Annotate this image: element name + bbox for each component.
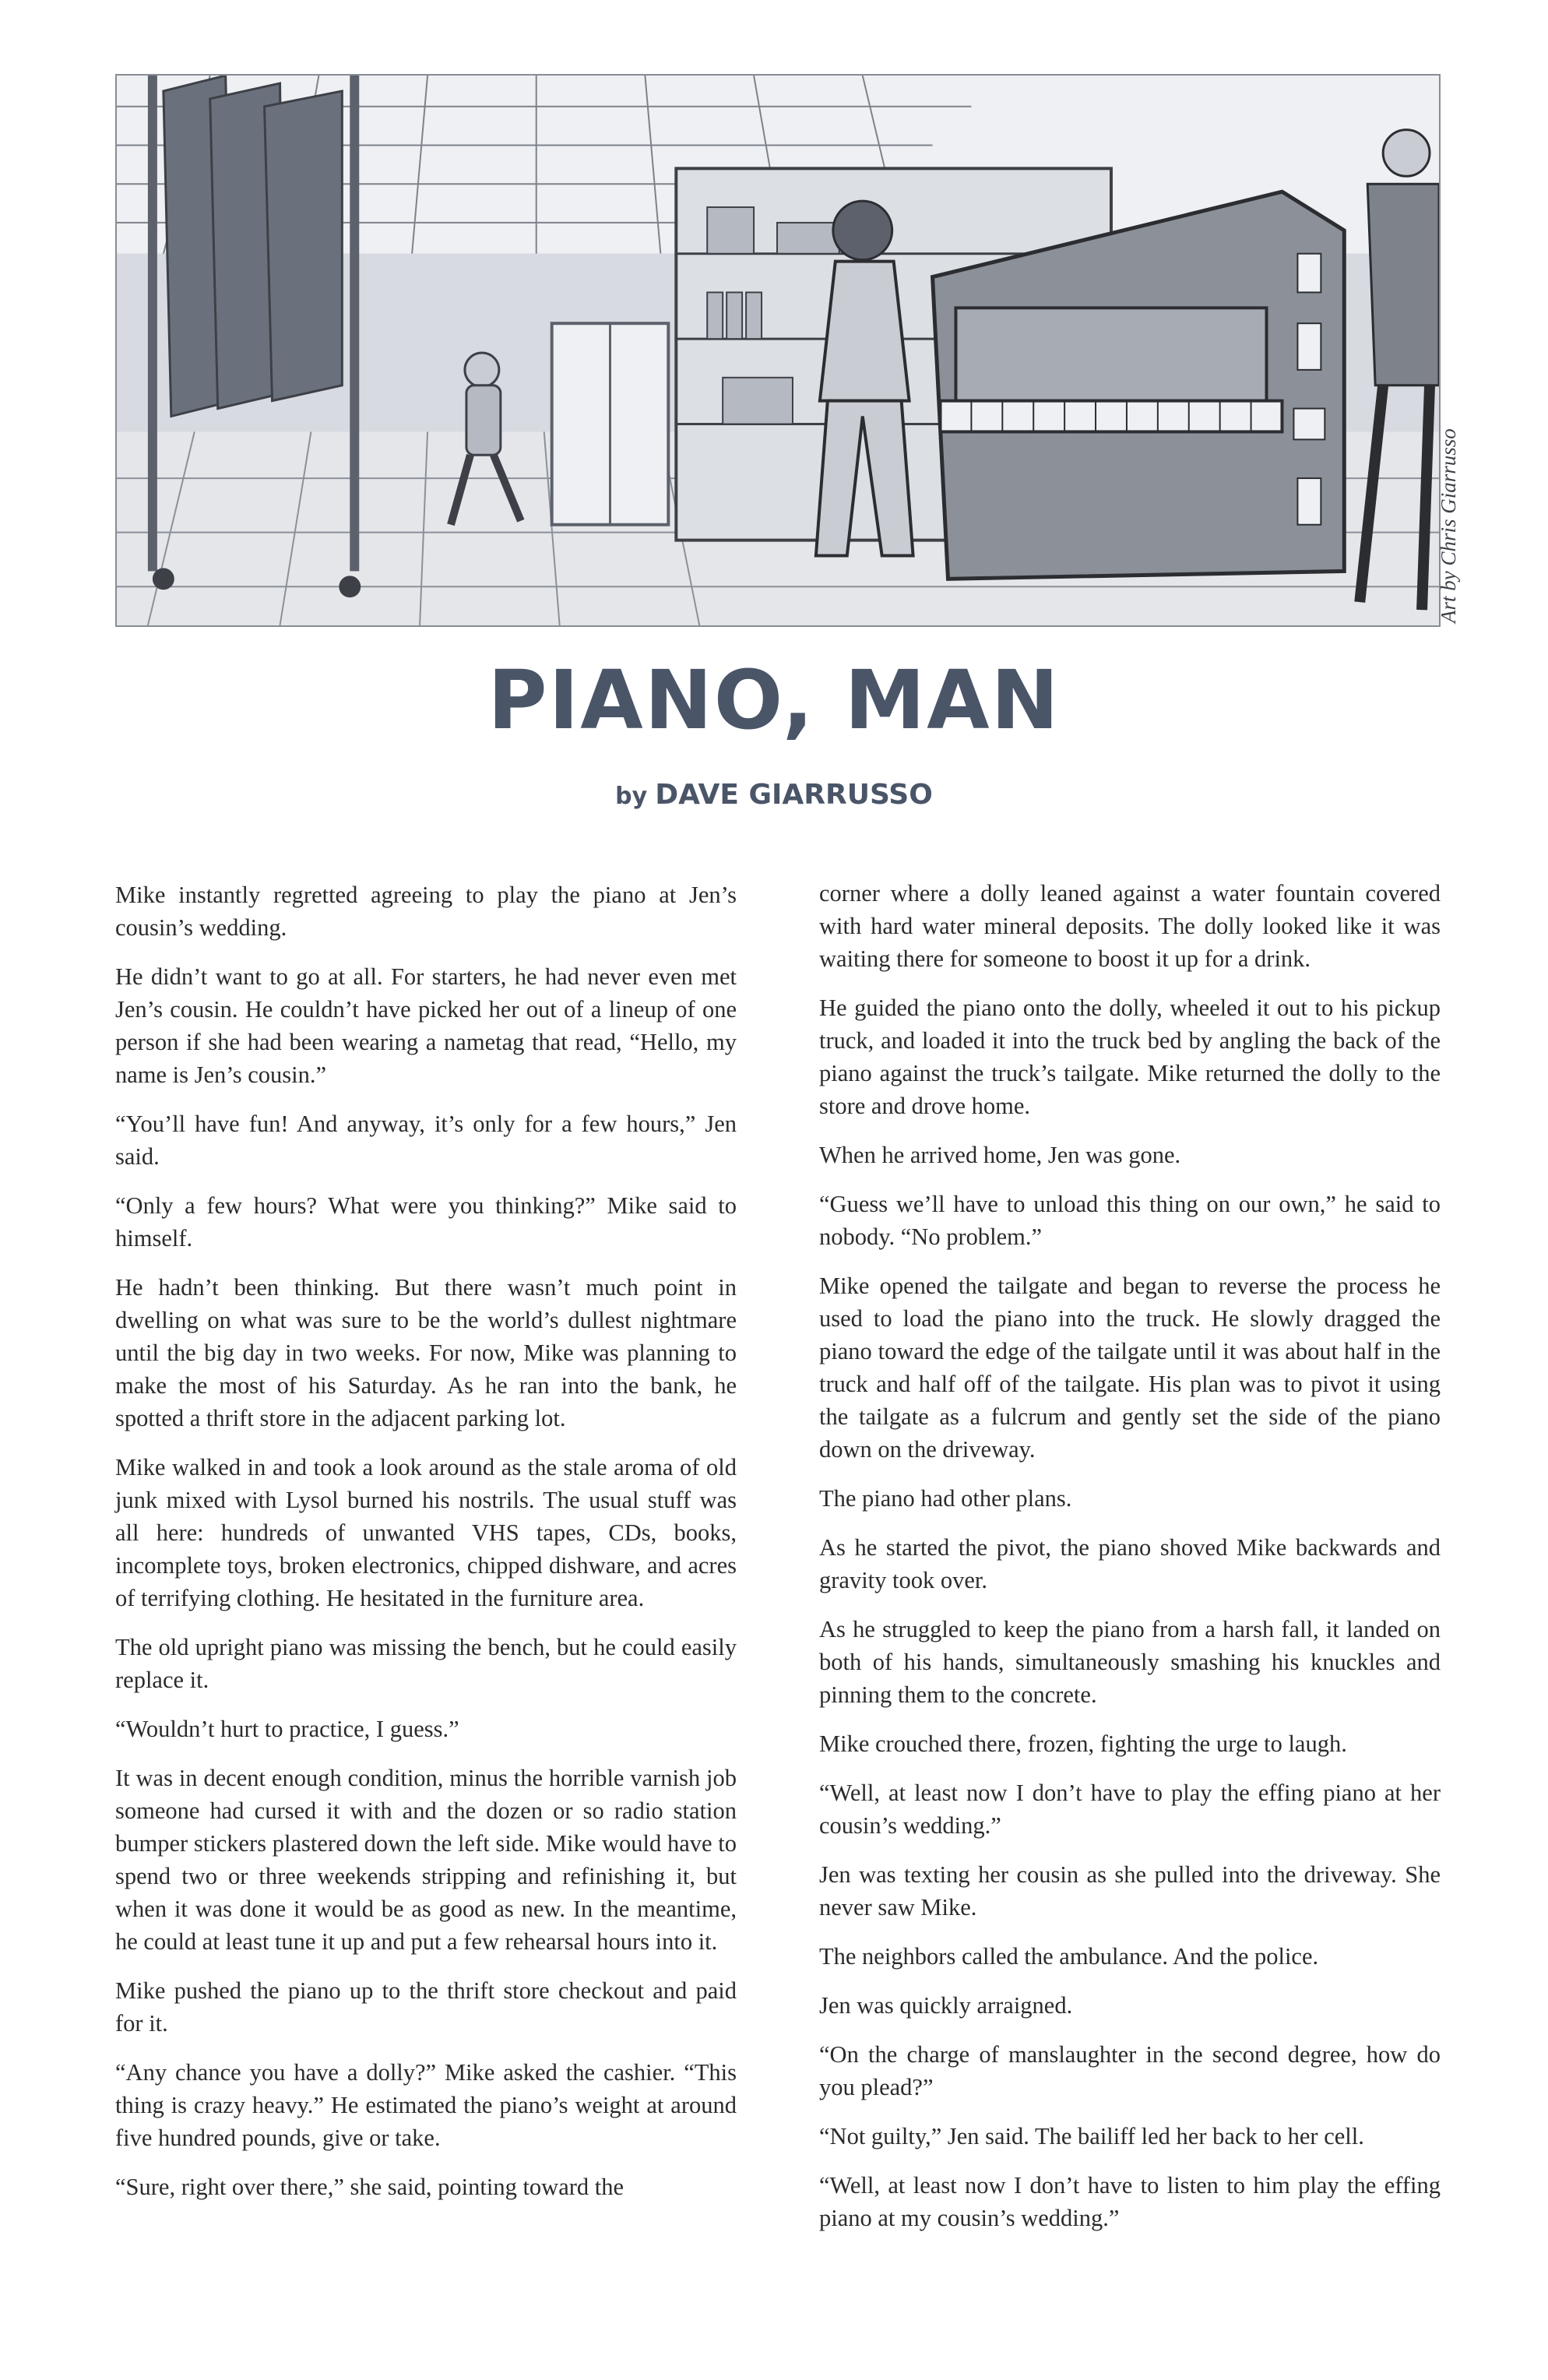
paragraph: Mike walked in and took a look around as the stale aroma of old junk mixed with Lysol burned his nostrils. The usual stuff was all here: hundreds of unwanted VHS tapes, CDs, books, incomplete toys, broken electronics, chipped dishware, and acres of terrifying clothing. He hesitated in the furniture area. (115, 1454, 737, 1611)
paragraph: “You’ll have fun! And anyway, it’s only for a few hours,” Jen said. (115, 1111, 737, 1170)
paragraph: corner where a dolly leaned against a water fountain covered with hard water mineral deposits. The dolly looked like it was waiting there for someone to boost it up for a drink. (819, 880, 1441, 972)
author-name: DAVE GIARRUSSO (655, 779, 933, 811)
paragraph: “Wouldn’t hurt to practice, I guess.” (115, 1716, 459, 1742)
illustration-credit: Art by Chris Giarrusso (1437, 428, 1460, 623)
paragraph: Mike pushed the piano up to the thrift store checkout and paid for it. (115, 1977, 737, 2037)
byline (0, 779, 1548, 811)
paragraph: As he started the pivot, the piano shoved Mike backwards and gravity took over. (819, 1534, 1441, 1593)
paragraph: Jen was texting her cousin as she pulled into the driveway. She never saw Mike. (819, 1861, 1441, 1921)
paragraph: He guided the piano onto the dolly, wheeled it out to his pickup truck, and loaded it into the truck bed by angling the back of the piano against the truck’s tailgate. Mike returned the dolly to the store and drove home. (819, 995, 1441, 1119)
paragraph: “Guess we’ll have to unload this thing on our own,” he said to nobody. “No problem.” (819, 1191, 1441, 1250)
paragraph: Mike instantly regretted agreeing to play the piano at Jen’s cousin’s wedding. (115, 882, 737, 941)
byline-prefix: by (615, 783, 648, 810)
paragraph: When he arrived home, Jen was gone. (819, 1142, 1181, 1168)
paragraph: It was in decent enough condition, minus the horrible varnish job someone had cursed it with and the dozen or so radio station bumper stickers plastered down the left side. Mike would have to spend two or three weekends stripping and refinishing it, but when it was done it would be as good as new. In the meantime, he could at least tune it up and put a few rehearsal hours into it. (115, 1765, 737, 1955)
paragraph: “Well, at least now I don’t have to listen to him play the effing piano at my cousin’s wedding.” (819, 2172, 1441, 2231)
paragraph: He didn’t want to go at all. For starters, he had never even met Jen’s cousin. He couldn’t have picked her out of a lineup of one person if she had been wearing a nametag that read, “Hello, my name is Jen’s cousin.” (115, 963, 737, 1088)
paragraph: He hadn’t been thinking. But there wasn’t much point in dwelling on what was sure to be the world’s dullest nightmare until the big day in two weeks. For now, Mike was planning to make the most of his Saturday. As he ran into the bank, he spotted a thrift store in the adjacent parking lot. (115, 1274, 737, 1431)
paragraph: “Not guilty,” Jen said. The bailiff led her back to her cell. (819, 2123, 1364, 2149)
paragraph: “Only a few hours? What were you thinking?” Mike said to himself. (115, 1192, 737, 1252)
story-column-left (115, 878, 737, 2220)
story-illustration (115, 74, 1441, 627)
paragraph: “On the charge of manslaughter in the second degree, how do you plead?” (819, 2041, 1441, 2100)
paragraph: Mike opened the tailgate and began to reverse the process he used to load the piano into the truck. He slowly dragged the piano toward the edge of the tailgate until it was about half in the truck and half off of the tailgate. His plan was to pivot it using the tailgate as a fulcrum and gently set the side of the piano down on the driveway. (819, 1273, 1441, 1463)
story-title: PIANO, MAN (487, 653, 1061, 748)
thrift-store-scene (117, 76, 1439, 625)
paragraph: “Any chance you have a dolly?” Mike asked the cashier. “This thing is crazy heavy.” He estimated the piano’s weight at around five hundred pounds, give or take. (115, 2059, 737, 2151)
paragraph: “Well, at least now I don’t have to play the effing piano at her cousin’s wedding.” (819, 1780, 1441, 1839)
paragraph: “Sure, right over there,” she said, pointing toward the (115, 2174, 624, 2200)
story-column-right (819, 877, 1441, 2251)
paragraph: Mike crouched there, frozen, fighting the urge to laugh. (819, 1730, 1347, 1757)
paragraph: As he struggled to keep the piano from a harsh fall, it landed on both of his hands, simultaneously smashing his knuckles and pinning them to the concrete. (819, 1616, 1441, 1708)
paragraph: Jen was quickly arraigned. (819, 1992, 1073, 2019)
paragraph: The neighbors called the ambulance. And the police. (819, 1943, 1319, 1970)
paragraph: The old upright piano was missing the bench, but he could easily replace it. (115, 1634, 737, 1693)
paragraph: The piano had other plans. (819, 1485, 1072, 1512)
